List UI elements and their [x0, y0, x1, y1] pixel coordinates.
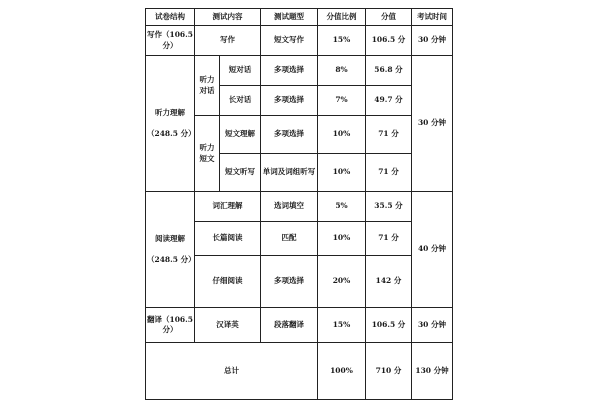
score-cell: 142 分 — [366, 256, 412, 308]
type-cell: 段落翻译 — [261, 308, 318, 343]
ratio-cell: 8% — [318, 56, 366, 86]
score-cell: 56.8 分 — [366, 56, 412, 86]
time-cell: 30 分钟 — [412, 26, 453, 56]
header-cell: 测试题型 — [261, 9, 318, 26]
score-cell: 71 分 — [366, 222, 412, 256]
time-cell: 40 分钟 — [412, 192, 453, 308]
group-label-line: 听力 — [199, 75, 215, 85]
section-translation: 翻译（106.5分） — [146, 308, 195, 343]
section-reading — [146, 192, 195, 308]
score-cell: 106.5 分 — [366, 26, 412, 56]
content-cell: 词汇理解 — [195, 192, 261, 222]
section-writing: 写作（106.5分） — [146, 26, 195, 56]
time-cell: 30 分钟 — [412, 308, 453, 343]
content-cell: 短文理解 — [220, 116, 261, 154]
type-cell: 多项选择 — [261, 116, 318, 154]
table-row-translation — [146, 308, 453, 343]
type-cell: 短文写作 — [261, 26, 318, 56]
type-cell: 单词及词组听写 — [261, 154, 318, 192]
type-cell: 选词填空 — [261, 192, 318, 222]
type-cell: 多项选择 — [261, 56, 318, 86]
group-label-line: 对话 — [199, 85, 215, 95]
header-cell: 试卷结构 — [146, 9, 195, 26]
header-cell: 考试时间 — [412, 9, 453, 26]
group-passage — [195, 116, 220, 192]
content-cell: 短文听写 — [220, 154, 261, 192]
ratio-cell: 10% — [318, 116, 366, 154]
content-cell: 长对话 — [220, 86, 261, 116]
total-time: 130 分钟 — [412, 343, 453, 400]
ratio-cell: 10% — [318, 222, 366, 256]
ratio-cell: 15% — [318, 308, 366, 343]
header-cell: 分值 — [366, 9, 412, 26]
ratio-cell: 5% — [318, 192, 366, 222]
ratio-cell: 20% — [318, 256, 366, 308]
section-listening — [146, 56, 195, 192]
table-row — [146, 56, 453, 86]
total-label: 总计 — [146, 343, 318, 400]
section-name: 听力理解 — [155, 108, 185, 118]
time-cell: 30 分钟 — [412, 56, 453, 192]
ratio-cell: 15% — [318, 26, 366, 56]
section-name: 阅读理解 — [155, 234, 185, 244]
content-cell: 长篇阅读 — [195, 222, 261, 256]
content-cell: 写作 — [195, 26, 261, 56]
score-cell: 35.5 分 — [366, 192, 412, 222]
exam-structure-document — [145, 8, 452, 400]
section-score: （248.5 分） — [147, 128, 196, 138]
table-row — [146, 192, 453, 222]
score-cell: 71 分 — [366, 116, 412, 154]
type-cell: 多项选择 — [261, 86, 318, 116]
score-cell: 106.5 分 — [366, 308, 412, 343]
type-cell: 匹配 — [261, 222, 318, 256]
total-score: 710 分 — [366, 343, 412, 400]
type-cell: 多项选择 — [261, 256, 318, 308]
score-cell: 49.7 分 — [366, 86, 412, 116]
header-cell: 测试内容 — [195, 9, 261, 26]
content-cell: 短对话 — [220, 56, 261, 86]
group-dialogue — [195, 56, 220, 116]
content-cell: 汉译英 — [195, 308, 261, 343]
header-cell: 分值比例 — [318, 9, 366, 26]
table-row-writing — [146, 26, 453, 56]
content-cell: 仔细阅读 — [195, 256, 261, 308]
header-row — [146, 9, 453, 26]
ratio-cell: 10% — [318, 154, 366, 192]
score-cell: 71 分 — [366, 154, 412, 192]
table-row-total — [146, 343, 453, 400]
group-label-line: 短文 — [199, 153, 215, 163]
exam-structure-table — [145, 8, 453, 400]
section-score: （248.5 分） — [147, 254, 196, 264]
group-label-line: 听力 — [199, 143, 215, 153]
ratio-cell: 7% — [318, 86, 366, 116]
total-ratio: 100% — [318, 343, 366, 400]
